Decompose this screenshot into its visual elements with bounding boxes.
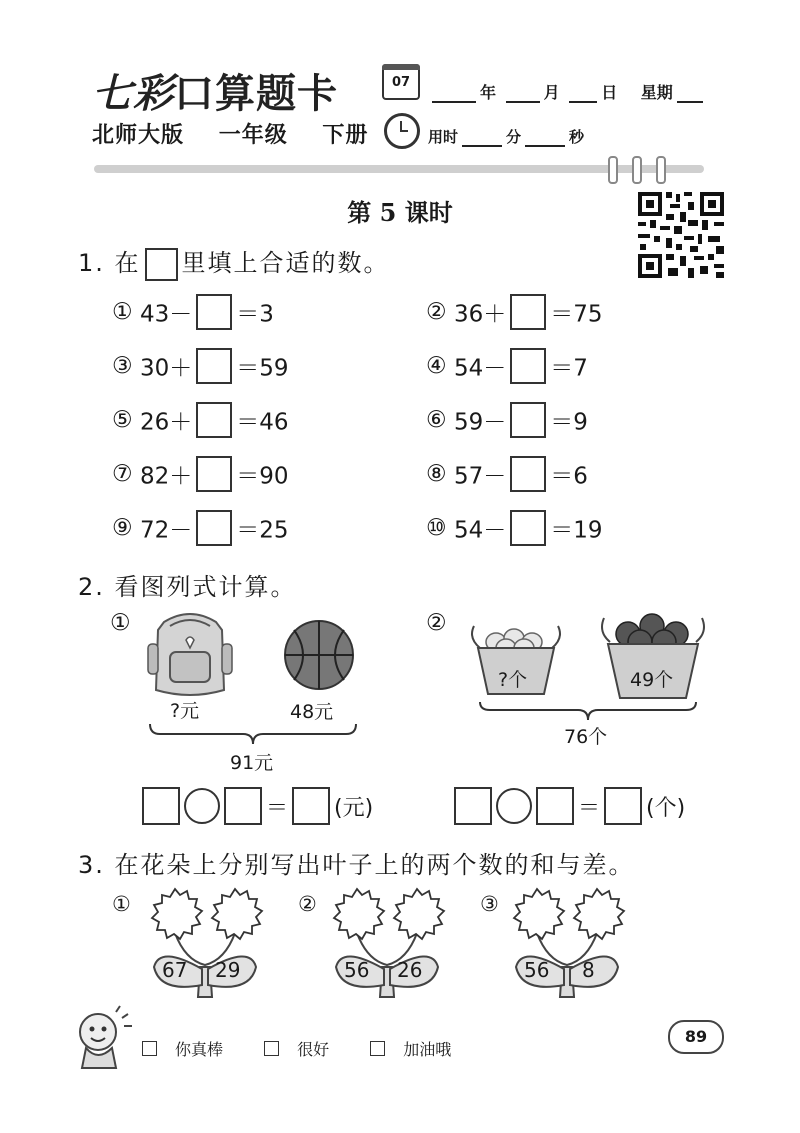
q1-item-3: ③ 30＋ ＝59 xyxy=(112,348,289,384)
edition-grade: 一年级 xyxy=(218,123,288,148)
checkbox-icon xyxy=(264,1041,279,1056)
second-label: 秒 xyxy=(569,128,585,146)
q2-p2-formula: ＝ (个) xyxy=(454,787,689,825)
q2-p1-formula: ＝ (元) xyxy=(142,787,377,825)
calendar-day: 07 xyxy=(391,75,411,90)
flower-2-icon xyxy=(322,885,452,1000)
backpack-icon xyxy=(140,610,240,698)
flower-1-leaf-a: 67 xyxy=(162,958,188,982)
left-basket-label: ?个 xyxy=(498,669,528,691)
minute-blank[interactable] xyxy=(462,129,502,147)
operator-circle[interactable] xyxy=(496,788,532,824)
answer-box[interactable] xyxy=(510,456,546,492)
brand-title xyxy=(92,62,338,119)
rating-good[interactable]: 很好 xyxy=(264,1040,347,1059)
answer-box[interactable] xyxy=(224,787,262,825)
edition-publisher: 北师大版 xyxy=(92,123,185,148)
q1-item-2: ② 36＋ ＝75 xyxy=(426,294,603,330)
answer-box[interactable] xyxy=(196,294,232,330)
time-label: 用时 xyxy=(428,128,459,146)
q2-p2-mark: ② xyxy=(426,610,447,636)
day-blank[interactable] xyxy=(569,85,597,103)
edition-line xyxy=(92,118,394,149)
year-label: 年 xyxy=(480,83,497,102)
basketball-icon xyxy=(282,618,356,692)
flower-1-leaf-b: 29 xyxy=(215,958,241,982)
year-blank[interactable] xyxy=(432,85,476,103)
rating-great[interactable]: 你真棒 xyxy=(142,1040,241,1059)
brace-total-1 xyxy=(148,722,358,746)
q1-item-4: ④ 54－ ＝7 xyxy=(426,348,588,384)
mascot-icon xyxy=(72,1002,136,1074)
date-fill-line xyxy=(428,80,707,103)
q1-item-10: ⑩ 54－ ＝19 xyxy=(426,510,603,546)
clock-icon xyxy=(384,113,420,149)
binder-rings-icon xyxy=(604,156,674,182)
q1-text-before: 在 xyxy=(114,249,141,277)
q1-item-6: ⑥ 59－ ＝9 xyxy=(426,402,588,438)
calendar-icon xyxy=(382,64,420,100)
q1-item-8: ⑧ 57－ ＝6 xyxy=(426,456,588,492)
answer-box[interactable] xyxy=(604,787,642,825)
flower-1-mark: ① xyxy=(112,892,131,916)
ball-price-label: 48元 xyxy=(290,701,334,723)
flower-2-mark: ② xyxy=(298,892,317,916)
flower-2-leaf-b: 26 xyxy=(397,958,423,982)
answer-box[interactable] xyxy=(292,787,330,825)
weekday-blank[interactable] xyxy=(677,85,703,103)
brand-part-a: 七彩 xyxy=(92,70,174,117)
q1-text-after: 里填上合适的数。 xyxy=(181,249,390,277)
answer-box[interactable] xyxy=(142,787,180,825)
answer-box[interactable] xyxy=(536,787,574,825)
answer-box[interactable] xyxy=(196,510,232,546)
page-number: 89 xyxy=(668,1020,724,1054)
q1-title xyxy=(78,243,390,281)
flower-3-mark: ③ xyxy=(480,892,499,916)
q1-item-5: ⑤ 26＋ ＝46 xyxy=(112,402,289,438)
checkbox-icon xyxy=(370,1041,385,1056)
answer-box[interactable] xyxy=(510,348,546,384)
q1-item-7: ⑦ 82＋ ＝90 xyxy=(112,456,289,492)
q1-item-1: ① 43－ ＝3 xyxy=(112,294,274,330)
total-count-label: 76个 xyxy=(564,726,608,748)
bag-price-label: ?元 xyxy=(170,700,200,722)
answer-box[interactable] xyxy=(510,402,546,438)
brace-total-2 xyxy=(478,700,698,722)
qr-code-icon[interactable] xyxy=(636,190,726,280)
flower-2-leaf-a: 56 xyxy=(344,958,370,982)
total-price-label: 91元 xyxy=(230,752,274,774)
answer-box[interactable] xyxy=(196,402,232,438)
answer-box[interactable] xyxy=(510,510,546,546)
lesson-title: 第 5 课时 xyxy=(347,198,453,227)
time-fill-line xyxy=(428,126,584,147)
weekday-label: 星期 xyxy=(640,83,673,102)
q1-sample-box xyxy=(145,248,178,281)
q2-number: 2. xyxy=(78,573,105,601)
brand-part-b: 口算题卡 xyxy=(174,70,338,117)
q2-text: 看图列式计算。 xyxy=(114,573,297,601)
q2-title xyxy=(78,567,297,602)
edition-volume: 下册 xyxy=(322,123,369,148)
q3-text: 在花朵上分别写出叶子上的两个数的和与差。 xyxy=(114,851,635,879)
operator-circle[interactable] xyxy=(184,788,220,824)
q3-number: 3. xyxy=(78,851,105,879)
q1-number: 1. xyxy=(78,249,105,277)
q1-item-9: ⑨ 72－ ＝25 xyxy=(112,510,289,546)
checkbox-icon xyxy=(142,1041,157,1056)
answer-box[interactable] xyxy=(196,456,232,492)
rating-row xyxy=(142,1037,487,1060)
month-blank[interactable] xyxy=(506,85,540,103)
minute-label: 分 xyxy=(506,128,522,146)
right-basket-label: 49个 xyxy=(630,669,674,691)
flower-1-icon xyxy=(140,885,270,1000)
answer-box[interactable] xyxy=(510,294,546,330)
second-blank[interactable] xyxy=(525,129,565,147)
answer-box[interactable] xyxy=(454,787,492,825)
q3-title xyxy=(78,845,635,880)
flower-3-leaf-b: 8 xyxy=(582,958,595,982)
rating-keep-going[interactable]: 加油哦 xyxy=(370,1040,469,1059)
flower-3-icon xyxy=(502,885,632,1000)
month-label: 月 xyxy=(543,83,560,102)
day-label: 日 xyxy=(601,83,618,102)
answer-box[interactable] xyxy=(196,348,232,384)
flower-3-leaf-a: 56 xyxy=(524,958,550,982)
q2-p1-mark: ① xyxy=(110,610,131,636)
